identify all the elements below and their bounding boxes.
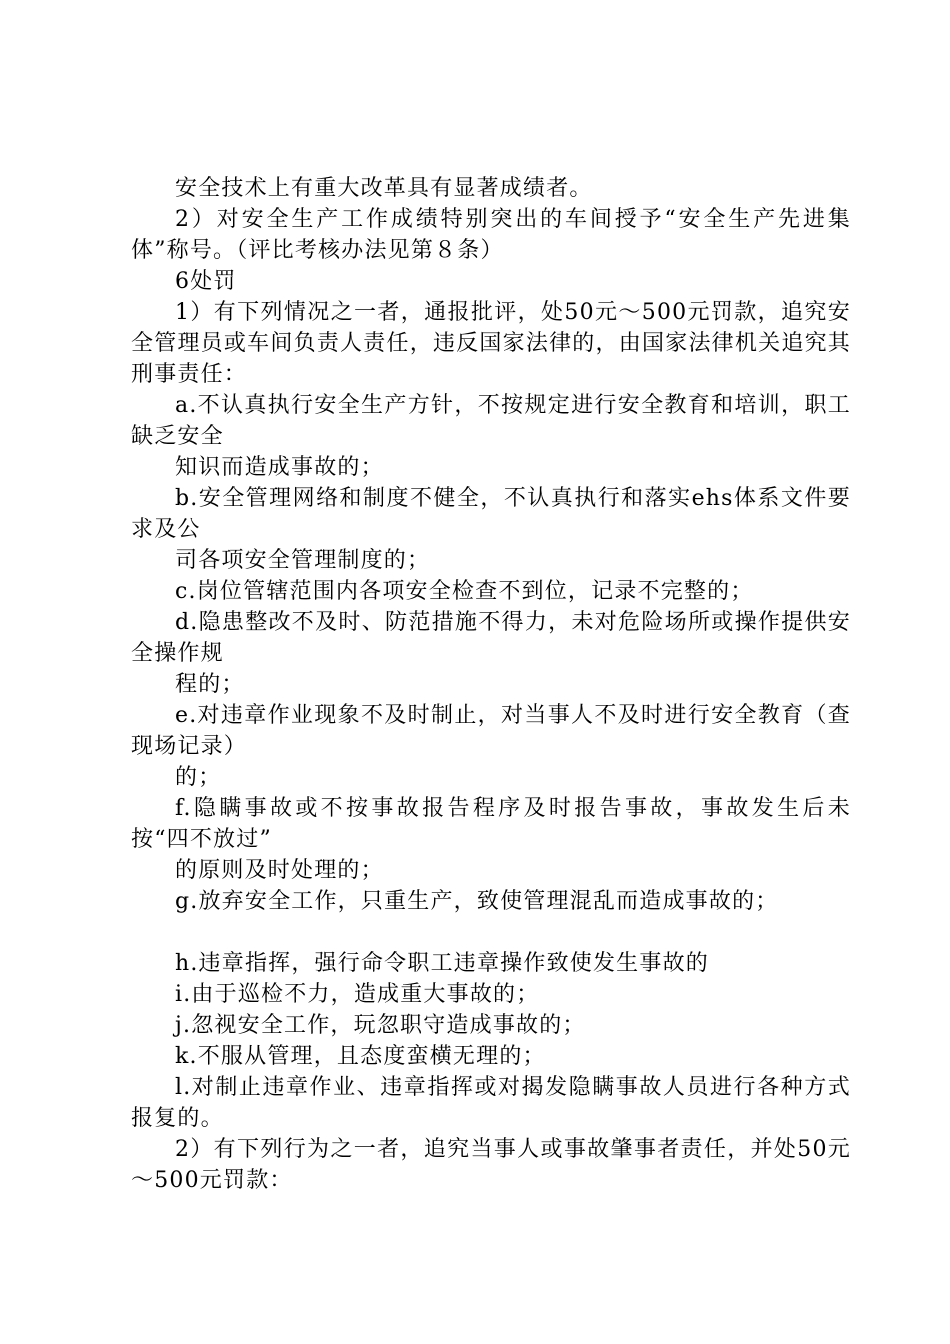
list-item: c.岗位管辖范围内各项安全检查不到位，记录不完整的；: [175, 579, 754, 604]
list-item: j.忽视安全工作，玩忽职守造成事故的；: [175, 1013, 586, 1038]
paragraph: 1）有下列情况之一者，通报批评，处50元～500元罚款，追究安全管理员或车间负责人责任，违反国家法律的，由国家法律机关追究其刑事责任：: [131, 300, 851, 387]
list-item: h.违章指挥，强行命令职工违章操作致使发生事故的: [175, 951, 709, 976]
list-item: f.隐瞒事故或不按事故报告程序及时报告事故，事故发生后未按“四不放过”: [131, 796, 851, 852]
paragraph: 安全技术上有重大改革具有显著成绩者。: [175, 176, 593, 201]
blank-line: [131, 917, 851, 948]
list-item: g.放弃安全工作，只重生产，致使管理混乱而造成事故的；: [175, 889, 779, 914]
list-item: a.不认真执行安全生产方针，不按规定进行安全教育和培训，职工缺乏安全: [131, 393, 851, 449]
list-item: l.对制止违章作业、违章指挥或对揭发隐瞒事故人员进行各种方式报复的。: [131, 1075, 851, 1131]
list-item: i.由于巡检不力，造成重大事故的；: [175, 982, 540, 1007]
list-item-continuation: 司各项安全管理制度的；: [175, 548, 431, 573]
list-item-continuation: 程的；: [175, 672, 245, 697]
section-heading: 6处罚: [175, 269, 237, 294]
list-item: e.对违章作业现象不及时制止，对当事人不及时进行安全教育（查现场记录）: [131, 703, 851, 759]
list-item-continuation: 知识而造成事故的；: [175, 455, 384, 480]
paragraph: 2）有下列行为之一者，追究当事人或事故肇事者责任，并处50元～500元罚款：: [131, 1137, 851, 1193]
list-item-continuation: 的；: [175, 765, 222, 790]
document-body: [131, 173, 851, 1196]
list-item-continuation: 的原则及时处理的；: [175, 858, 384, 883]
list-item: b.安全管理网络和制度不健全，不认真执行和落实ehs体系文件要求及公: [131, 486, 851, 542]
paragraph: 2）对安全生产工作成绩特别突出的车间授予“安全生产先进集体”称号。（评比考核办法见第８条）: [131, 207, 851, 263]
list-item: d.隐患整改不及时、防范措施不得力，未对危险场所或操作提供安全操作规: [131, 610, 851, 666]
list-item: k.不服从管理，且态度蛮横无理的；: [175, 1044, 546, 1069]
